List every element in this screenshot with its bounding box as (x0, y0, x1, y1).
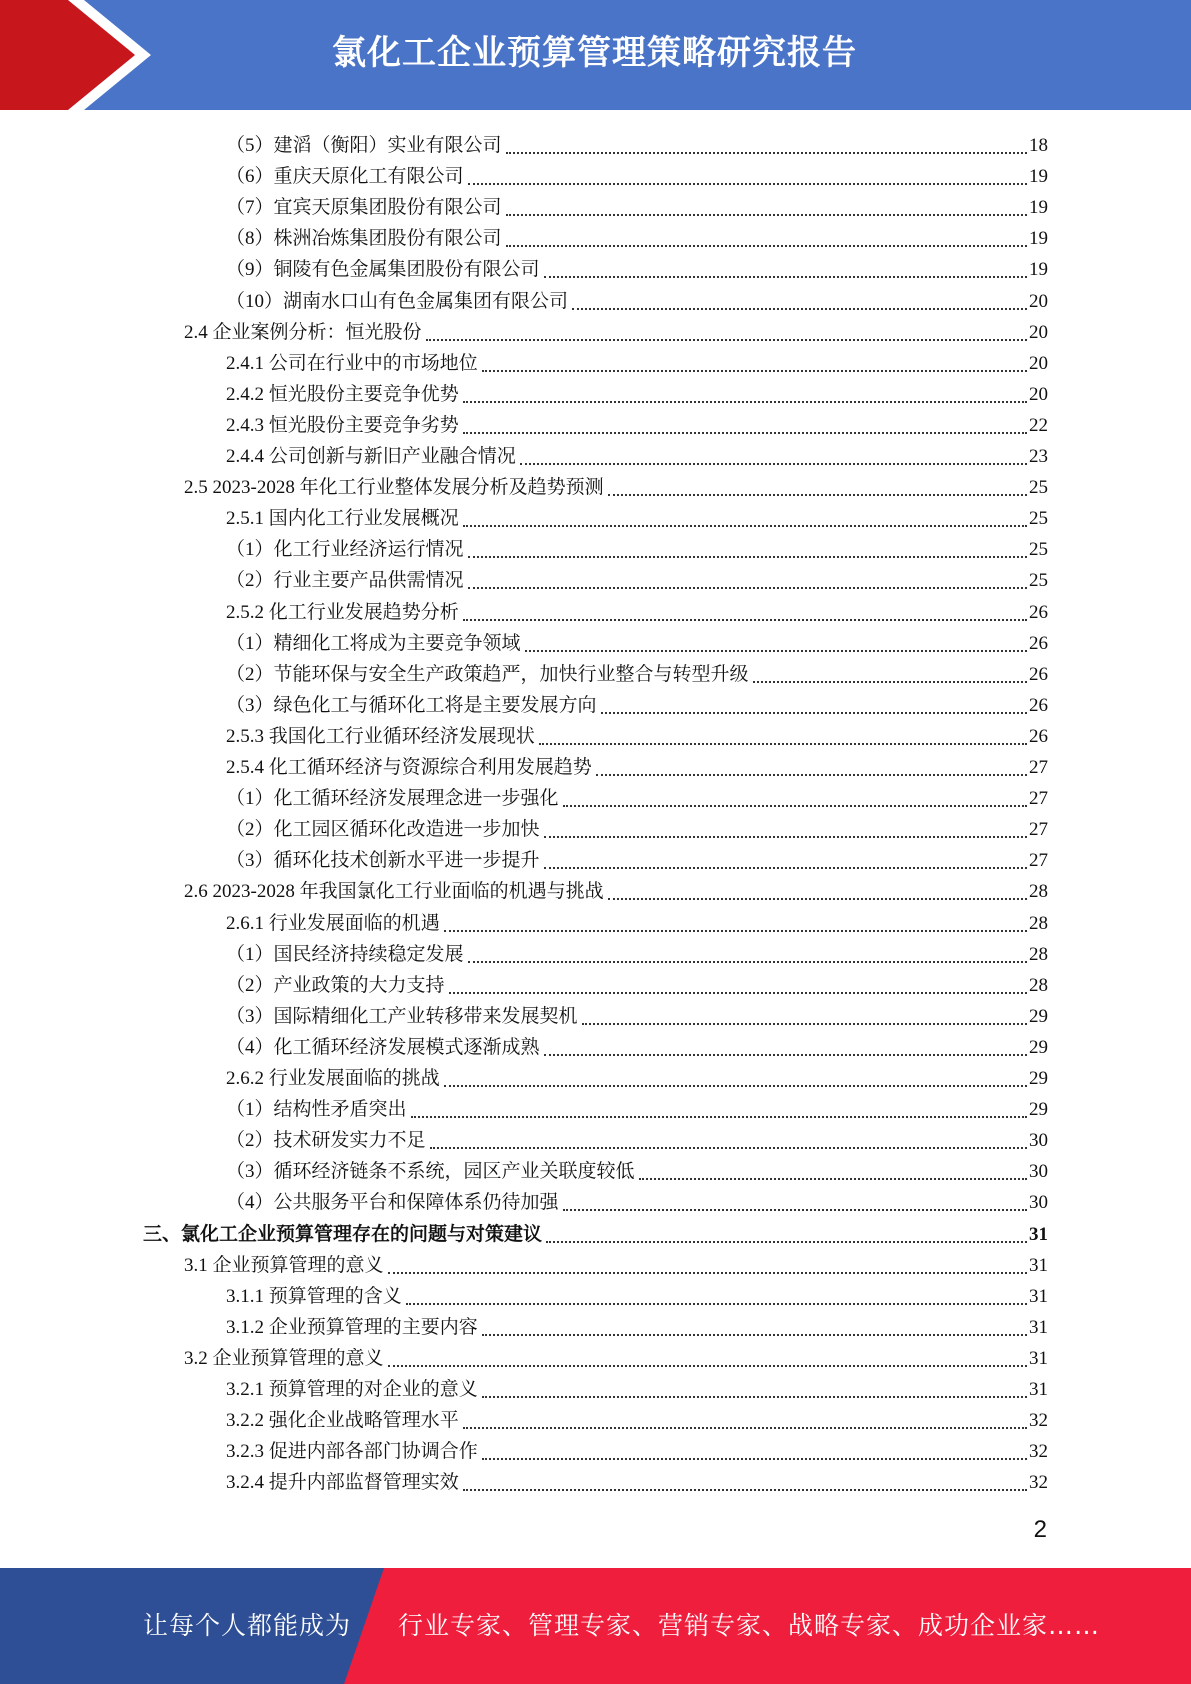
toc-entry-page: 26 (1029, 663, 1048, 685)
toc-entry[interactable] (184, 469, 1048, 500)
toc-dot-leader (544, 835, 1027, 838)
toc-entry-page: 26 (1029, 694, 1048, 716)
toc-entry[interactable] (184, 1247, 1048, 1278)
toc-entry-page: 29 (1029, 1036, 1048, 1058)
toc-entry-title: 3.2 企业预算管理的意义 (184, 1347, 384, 1369)
toc-entry[interactable] (226, 345, 1048, 376)
toc-entry-title: 2.5.4 化工循环经济与资源综合利用发展趋势 (226, 757, 592, 778)
toc-dot-leader (544, 866, 1027, 869)
toc-entry-title: （8）株洲冶炼集团股份有限公司 (226, 228, 502, 250)
toc-entry-page: 31 (1029, 1379, 1048, 1400)
toc-entry-title: 2.5.3 我国化工行业循环经济发展现状 (226, 725, 535, 747)
toc-entry[interactable] (226, 842, 1048, 873)
toc-entry[interactable] (226, 967, 1048, 998)
toc-entry-page: 27 (1029, 850, 1048, 872)
toc-entry-title: （2）产业政策的大力支持 (226, 974, 445, 996)
toc-dot-leader (546, 1240, 1027, 1243)
toc-entry-page: 26 (1029, 725, 1048, 747)
page-header (0, 0, 1191, 110)
toc-entry-page: 25 (1029, 539, 1048, 561)
toc-entry-page: 29 (1029, 1068, 1048, 1089)
toc-entry-title: （4）公共服务平台和保障体系仍待加强 (226, 1192, 559, 1214)
toc-dot-leader (482, 1333, 1027, 1336)
toc-dot-leader (430, 1146, 1027, 1149)
toc-dot-leader (563, 804, 1027, 807)
toc-entry-title: （3）循环化技术创新水平进一步提升 (226, 850, 540, 872)
toc-entry-title: 2.6.1 行业发展面临的机遇 (226, 912, 440, 934)
toc-dot-leader (596, 773, 1027, 776)
header-chevron-icon (0, 0, 170, 110)
toc-dot-leader (544, 275, 1027, 278)
toc-entry-page: 26 (1029, 601, 1048, 623)
toc-entry[interactable] (226, 562, 1048, 593)
toc-entry-title: （4）化工循环经济发展模式逐渐成熟 (226, 1036, 540, 1058)
toc-entry[interactable] (226, 1060, 1048, 1091)
toc-entry-page: 18 (1029, 135, 1048, 156)
toc-entry-page: 28 (1029, 912, 1048, 934)
toc-entry[interactable] (226, 749, 1048, 780)
toc-dot-leader (463, 524, 1027, 527)
toc-entry-title: 3.2.3 促进内部各部门协调合作 (226, 1441, 478, 1463)
toc-entry[interactable] (226, 1184, 1048, 1215)
toc-dot-leader (608, 897, 1027, 900)
toc-entry-title: 2.5 2023-2028 年化工行业整体发展分析及趋势预测 (184, 477, 604, 499)
toc-dot-leader (468, 960, 1027, 963)
toc-entry-page: 19 (1029, 166, 1048, 188)
toc-entry[interactable] (226, 905, 1048, 936)
footer-slogan-right: 行业专家、管理专家、营销专家、战略专家、成功企业家…… (398, 1611, 1101, 1640)
toc-entry[interactable] (226, 220, 1048, 251)
toc-entry-page: 25 (1029, 508, 1048, 530)
toc-dot-leader (463, 618, 1027, 621)
toc-entry-title: （1）化工行业经济运行情况 (226, 539, 464, 561)
toc-dot-leader (482, 1457, 1027, 1460)
toc-entry[interactable] (226, 656, 1048, 687)
page-number: 2 (1033, 1516, 1047, 1543)
toc-entry[interactable] (226, 1029, 1048, 1060)
toc-dot-leader (468, 586, 1027, 589)
toc-entry[interactable] (226, 251, 1048, 282)
toc-entry[interactable] (184, 873, 1048, 904)
toc-dot-leader (482, 369, 1027, 372)
toc-entry-page: 29 (1029, 1099, 1048, 1121)
toc-entry-page: 32 (1029, 1410, 1048, 1432)
toc-entry-title: 3.1.1 预算管理的含义 (226, 1285, 402, 1307)
toc-entry-title: 3.1 企业预算管理的意义 (184, 1254, 384, 1276)
toc-dot-leader (639, 1177, 1027, 1180)
toc-dot-leader (572, 307, 1027, 310)
toc-entry-title: （6）重庆天原化工有限公司 (226, 166, 464, 188)
toc-entry-title: 3.2.2 强化企业战略管理水平 (226, 1410, 459, 1432)
toc-dot-leader (463, 1426, 1027, 1429)
toc-entry-page: 31 (1029, 1285, 1048, 1307)
toc-entry-title: （2）节能环保与安全生产政策趋严，加快行业整合与转型升级 (226, 663, 749, 685)
toc-dot-leader (411, 1115, 1027, 1118)
toc-dot-leader (444, 1084, 1027, 1087)
toc-entry-page: 28 (1029, 943, 1048, 965)
toc-dot-leader (544, 1053, 1027, 1056)
toc-entry[interactable] (226, 500, 1048, 531)
toc-entry-title: （2）技术研发实力不足 (226, 1130, 426, 1152)
toc-entry-title: 2.4.1 公司在行业中的市场地位 (226, 352, 478, 374)
toc-entry-page: 32 (1029, 1441, 1048, 1463)
toc-entry-title: （1）化工循环经济发展理念进一步强化 (226, 788, 559, 810)
toc-entry-page: 19 (1029, 197, 1048, 219)
toc-entry[interactable] (226, 1433, 1048, 1464)
toc-entry-title: （9）铜陵有色金属集团股份有限公司 (226, 259, 540, 281)
toc-entry[interactable] (226, 936, 1048, 967)
toc-entry-title: （2）化工园区循环化改造进一步加快 (226, 819, 540, 841)
toc-dot-leader (463, 400, 1027, 403)
toc-dot-leader (563, 1208, 1027, 1211)
toc-entry-title: 2.4.4 公司创新与新旧产业融合情况 (226, 446, 516, 467)
toc-dot-leader (388, 1364, 1027, 1367)
toc-entry[interactable] (226, 1464, 1048, 1495)
toc-entry-title: 2.4.3 恒光股份主要竞争劣势 (226, 414, 459, 436)
toc-entry-page: 30 (1029, 1130, 1048, 1152)
toc-dot-leader (608, 493, 1027, 496)
toc-entry-title: 3.2.4 提升内部监督管理实效 (226, 1472, 459, 1494)
toc-entry[interactable] (184, 314, 1048, 345)
toc-entry[interactable] (226, 438, 1048, 469)
toc-dot-leader (582, 1022, 1027, 1025)
toc-entry[interactable] (226, 1402, 1048, 1433)
toc-entry[interactable] (226, 158, 1048, 189)
toc-entry[interactable] (226, 998, 1048, 1029)
toc-dot-leader (506, 213, 1027, 216)
toc-dot-leader (539, 742, 1027, 745)
toc-dot-leader (463, 431, 1027, 434)
toc-entry-page: 27 (1029, 819, 1048, 841)
toc-entry-title: 2.5.2 化工行业发展趋势分析 (226, 601, 459, 623)
toc-dot-leader (463, 1488, 1027, 1491)
toc-entry-page: 22 (1029, 414, 1048, 436)
toc-entry[interactable] (226, 1371, 1048, 1402)
toc-entry[interactable] (184, 1340, 1048, 1371)
toc-dot-leader (468, 555, 1027, 558)
toc-entry-page: 19 (1029, 259, 1048, 281)
toc-entry[interactable] (226, 718, 1048, 749)
toc-entry-title: 2.4 企业案例分析：恒光股份 (184, 321, 422, 343)
toc-entry-page: 31 (1029, 1254, 1048, 1276)
toc-entry-title: （1）精细化工将成为主要竞争领域 (226, 632, 521, 654)
toc-dot-leader (506, 151, 1027, 154)
toc-entry-page: 31 (1029, 1223, 1048, 1245)
toc-entry-page: 26 (1029, 632, 1048, 654)
toc-entry-page: 32 (1029, 1472, 1048, 1494)
toc-entry[interactable] (226, 127, 1048, 158)
toc-entry-title: （3）国际精细化工产业转移带来发展契机 (226, 1005, 578, 1027)
toc-dot-leader (406, 1302, 1027, 1305)
toc-entry-page: 28 (1029, 974, 1048, 996)
page-footer (0, 1568, 1191, 1684)
footer-slogan-left: 让每个人都能成为 (143, 1611, 352, 1640)
toc-entry[interactable] (226, 594, 1048, 625)
toc-entry-title: （2）行业主要产品供需情况 (226, 570, 464, 592)
toc-dot-leader (468, 182, 1027, 185)
toc-dot-leader (525, 649, 1027, 652)
toc-dot-leader (482, 1395, 1027, 1398)
toc-entry[interactable] (143, 1216, 1048, 1247)
toc-entry-title: 2.5.1 国内化工行业发展概况 (226, 508, 459, 530)
toc-entry[interactable] (226, 1278, 1048, 1309)
toc-entry[interactable] (226, 1309, 1048, 1340)
toc-entry-title: （3）绿色化工与循环化工将是主要发展方向 (226, 694, 597, 716)
toc-entry[interactable] (226, 780, 1048, 811)
toc-dot-leader (601, 711, 1027, 714)
toc-dot-leader (449, 991, 1027, 994)
toc-dot-leader (388, 1271, 1027, 1274)
toc-entry-page: 30 (1029, 1161, 1048, 1183)
toc-entry-title: 2.4.2 恒光股份主要竞争优势 (226, 383, 459, 405)
toc-entry-page: 29 (1029, 1005, 1048, 1027)
toc-entry-title: 3.2.1 预算管理的对企业的意义 (226, 1379, 478, 1400)
toc-entry-title: （1）国民经济持续稳定发展 (226, 943, 464, 965)
toc-entry-title: 2.6 2023-2028 年我国氯化工行业面临的机遇与挑战 (184, 881, 604, 903)
toc-entry-title: 三、氯化工企业预算管理存在的问题与对策建议 (143, 1223, 543, 1245)
toc-entry-page: 20 (1029, 321, 1048, 343)
toc-entry[interactable] (226, 625, 1048, 656)
toc-entry[interactable] (226, 1122, 1048, 1153)
toc-entry-page: 30 (1029, 1192, 1048, 1214)
toc-entry-page: 25 (1029, 477, 1048, 499)
toc-entry-page: 19 (1029, 228, 1048, 250)
header-title: 氯化工企业预算管理策略研究报告 (332, 33, 857, 73)
toc-entry-page: 23 (1029, 446, 1048, 467)
toc-entry-page: 28 (1029, 881, 1048, 903)
toc-dot-leader (506, 244, 1027, 247)
toc-entry[interactable] (226, 811, 1048, 842)
toc-entry[interactable] (226, 1153, 1048, 1184)
toc-dot-leader (444, 929, 1027, 932)
toc-entry-title: （1）结构性矛盾突出 (226, 1099, 407, 1121)
toc-entry[interactable] (226, 189, 1048, 220)
toc-dot-leader (426, 338, 1027, 341)
toc-entry-page: 31 (1029, 1316, 1048, 1338)
toc-entry-title: （10）湖南水口山有色金属集团有限公司 (226, 290, 569, 312)
toc-entry-page: 20 (1029, 352, 1048, 374)
toc-entry-page: 27 (1029, 788, 1048, 810)
toc-entry-title: （5）建滔（衡阳）实业有限公司 (226, 135, 502, 156)
toc-entry[interactable] (226, 531, 1048, 562)
toc-entry-title: 2.6.2 行业发展面临的挑战 (226, 1068, 440, 1089)
toc-dot-leader (753, 680, 1027, 683)
toc-entry-page: 20 (1029, 290, 1048, 312)
toc-entry-title: （7）宜宾天原集团股份有限公司 (226, 197, 502, 219)
toc-entry-page: 31 (1029, 1347, 1048, 1369)
toc-entry-title: 3.1.2 企业预算管理的主要内容 (226, 1316, 478, 1338)
toc-entry-page: 20 (1029, 383, 1048, 405)
toc-entry-page: 27 (1029, 757, 1048, 778)
toc-entry-page: 25 (1029, 570, 1048, 592)
toc-entry[interactable] (226, 376, 1048, 407)
toc-dot-leader (520, 462, 1027, 465)
toc-entry-title: （3）循环经济链条不系统，园区产业关联度较低 (226, 1161, 635, 1183)
toc-entry[interactable] (226, 1091, 1048, 1122)
toc-entry[interactable] (226, 407, 1048, 438)
toc-entry[interactable] (226, 283, 1048, 314)
toc-entry[interactable] (226, 687, 1048, 718)
